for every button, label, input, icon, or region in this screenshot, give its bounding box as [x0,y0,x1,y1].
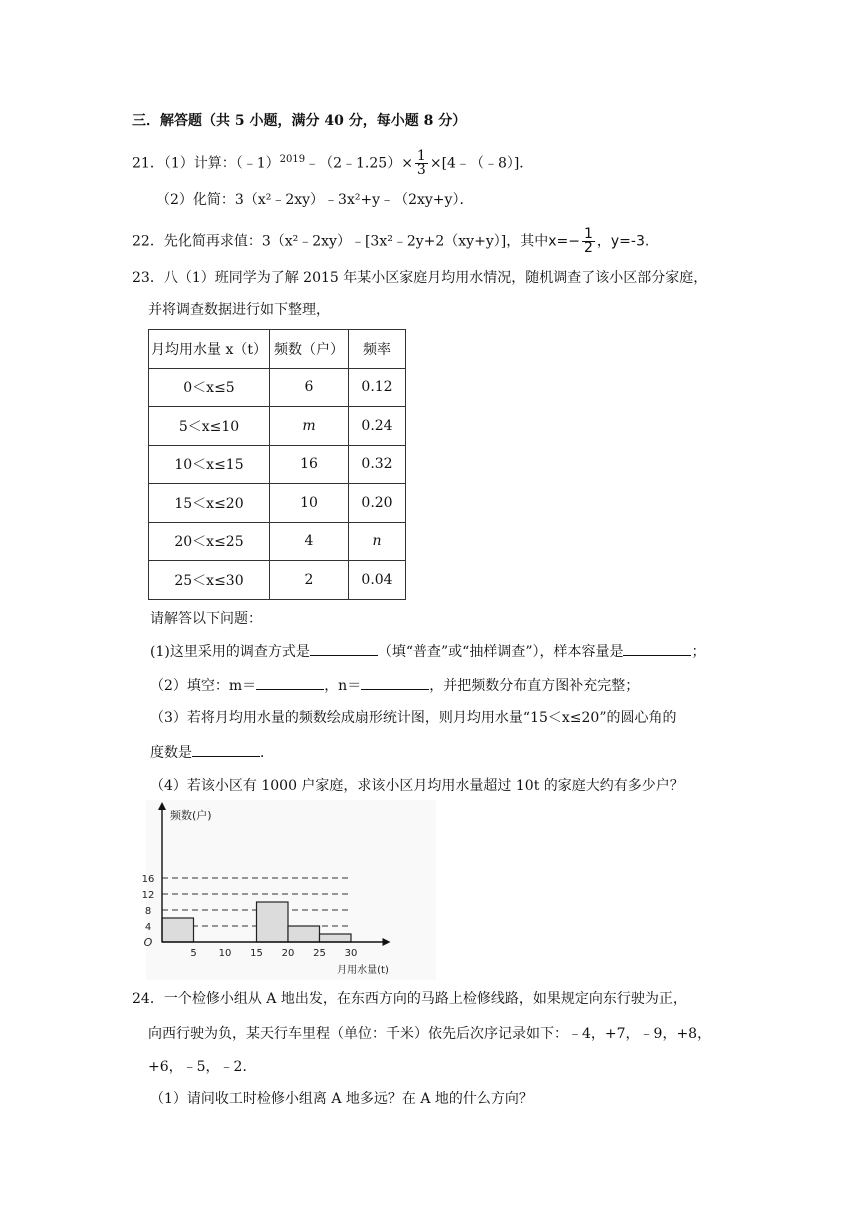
x-tick-label: 25 [313,948,326,959]
table-row [149,407,406,446]
histogram-bar [162,918,194,942]
answer-blank[interactable] [623,641,691,656]
x-tick-label: 20 [281,948,295,959]
table-row [149,368,406,407]
question-21-part-1 [132,150,533,177]
table-cell: 0.24 [349,407,406,446]
q23-sub-1 [150,641,705,662]
q23-prompt: 请解答以下问题： [150,611,262,627]
histogram-svg [141,800,436,980]
table-row [149,522,406,561]
question-23-line-1 [132,268,707,288]
q23-s2-text-a: （2）填空：m＝ [150,678,257,694]
q23-s3-text-b: ． [260,745,274,761]
q22-y-label: ，y=-3. [596,233,650,250]
question-number: 22． [132,233,164,250]
answer-blank[interactable] [192,742,260,757]
q21-p1-text-b: ﹣（2﹣1.25）× [305,155,413,172]
x-tick-label: 15 [250,948,263,959]
table-cell: 6 [270,368,349,407]
table-cell: 16 [270,445,349,484]
table-cell: 4 [270,522,349,561]
q23-s2-text-b: ，n＝ [324,678,362,694]
histogram-bar [257,902,289,942]
question-number: 21． [132,155,164,172]
table-cell: n [349,522,406,561]
x-axis-label: 月用水量(t) [337,965,389,976]
table-cell: 0＜x≤5 [149,368,270,407]
q23-s3-text-a: 度数是 [150,745,192,761]
x-axis-arrow [383,938,391,946]
histogram-chart [141,800,436,980]
table-header: 频数（户） [270,330,349,369]
q23-sub-2 [150,675,639,696]
question-number: 23． [132,270,164,286]
q23-sub-4: （4）若该小区有 1000 户家庭，求该小区月均用水量超过 10t 的家庭大约有多少户？ [150,778,684,794]
table-header-row [149,330,406,369]
origin-label: O [143,936,153,949]
y-axis-arrow [158,802,166,810]
q21-p1-text-a: （1）计算：（﹣1） [163,155,280,172]
table-cell: 10＜x≤15 [149,445,270,484]
q21-p1-text-c: ×[4﹣（﹣8）]． [429,155,534,172]
answer-blank[interactable] [310,641,378,656]
y-axis-label: 频数(户) [170,809,212,822]
table-cell: 20＜x≤25 [149,522,270,561]
question-24-line-1 [132,989,687,1009]
q23-s2-text-c: ，并把频数分布直方图补充完整； [429,678,640,694]
answer-blank[interactable] [361,675,429,690]
q23-s1-text-b: （填“普查”或“抽样调查”），样本容量是 [377,644,624,660]
table-row [149,561,406,600]
x-tick-label: 10 [218,948,232,959]
table-cell: 0.04 [349,561,406,600]
y-tick-label: 8 [144,906,152,917]
q22-text: 先化简再求值：3（x²﹣2xy）﹣[3x²﹣2y+2（xy+y）]，其中 [163,233,549,250]
histogram-bar [288,926,320,942]
q24-line-1-text: 一个检修小组从 A 地出发，在东西方向的马路上检修线路，如果规定向东行驶为正， [163,991,687,1007]
table-cell: 25＜x≤30 [149,561,270,600]
q23-s1-text-a: (1)这里采用的调查方式是 [150,644,310,660]
q23-sub-3-line-2 [150,742,274,763]
q22-x-label: x=− [548,233,580,250]
table-cell: 10 [270,484,349,523]
frequency-table [148,329,406,600]
q23-sub-3-line-1: （3）若将月均用水量的频数绘成扇形统计图，则月均用水量“15＜x≤20”的圆心角的 [150,710,677,726]
section-title: 三．解答题（共 5 小题，满分 40 分，每小题 8 分） [132,113,467,129]
table-cell: 0.32 [349,445,406,484]
table-header: 频率 [349,330,406,369]
y-tick-label: 16 [141,874,155,885]
fraction-one-third: $\frac{1}{3}$ [416,148,426,179]
question-number: 24． [132,991,164,1007]
fraction-one-half: $\frac{1}{2}$ [583,226,593,256]
question-23-line-2: 并将调查数据进行如下整理， [148,302,330,318]
q23-s1-text-c: ； [691,644,706,660]
question-21-part-2: （2）化简：3（x²﹣2xy）﹣3x²+y﹣（2xy+y）． [156,192,474,208]
y-tick-label: 12 [141,890,155,901]
q23-line-1-text: 八（1）班同学为了解 2015 年某小区家庭月均用水情况，随机调查了该小区部分家庭， [163,270,708,286]
y-tick-label: 4 [144,922,152,933]
table-cell: 15＜x≤20 [149,484,270,523]
table-cell: 0.20 [349,484,406,523]
histogram-bar [320,934,352,942]
question-24-line-2: 向西行驶为负，某天行车里程（单位：千米）依先后次序记录如下：﹣4，+7，﹣9，+8， [148,1026,712,1042]
x-tick-label: 30 [344,948,358,959]
table-cell: 5＜x≤10 [149,407,270,446]
table-cell: 2 [270,561,349,600]
question-22 [132,228,649,255]
table-row [149,445,406,484]
table-cell: m [270,407,349,446]
table-cell: 0.12 [349,368,406,407]
q21-exponent: 2019 [279,154,306,165]
x-tick-label: 5 [190,948,197,959]
table-header: 月均用水量 x（t） [149,330,270,369]
question-24-line-3: +6，﹣5，﹣2． [148,1059,257,1075]
answer-blank[interactable] [256,675,324,690]
question-24-sub-1: （1）请问收工时检修小组离 A 地多远？在 A 地的什么方向？ [150,1091,533,1107]
table-row [149,484,406,523]
